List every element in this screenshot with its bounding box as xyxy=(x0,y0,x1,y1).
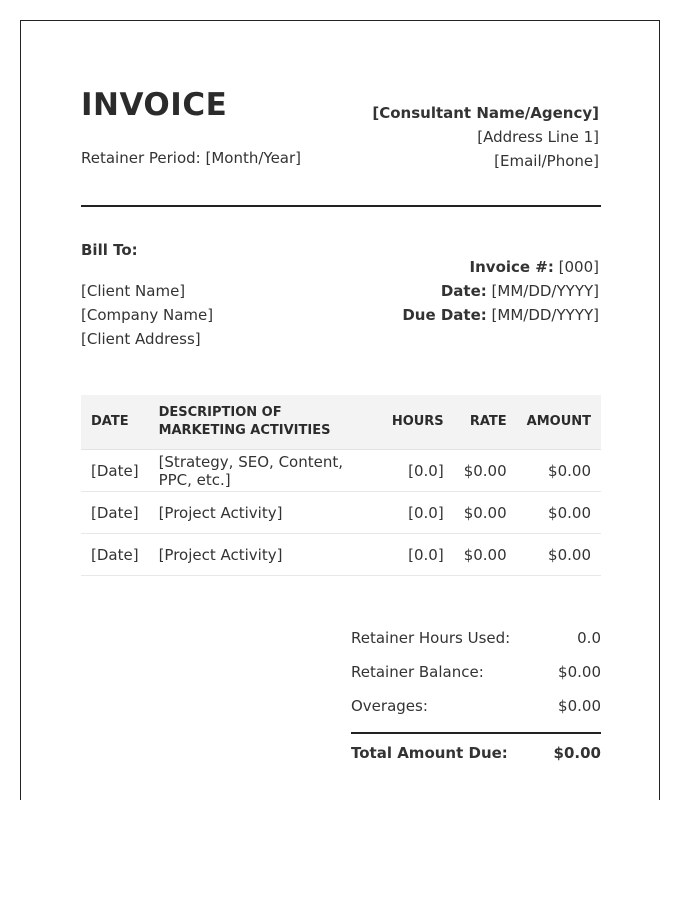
invoice-date-value: [MM/DD/YYYY] xyxy=(491,282,599,300)
client-name: [Client Name] xyxy=(81,282,186,300)
hours-used-row xyxy=(351,621,601,655)
overages-row xyxy=(351,689,601,723)
row-rate: $0.00 xyxy=(454,492,517,534)
client-address: [Client Address] xyxy=(81,330,201,348)
overages-value: $0.00 xyxy=(558,697,601,715)
invoice-date-line xyxy=(402,279,599,303)
invoice-page xyxy=(20,20,660,800)
consultant-address: [Address Line 1] xyxy=(477,128,599,146)
row-amount: $0.00 xyxy=(517,450,601,492)
row-hours: [0.0] xyxy=(382,492,454,534)
row-amount: $0.00 xyxy=(517,492,601,534)
row-rate: $0.00 xyxy=(454,450,517,492)
header-amount: AMOUNT xyxy=(517,395,601,450)
table-row xyxy=(81,534,601,576)
row-rate: $0.00 xyxy=(454,534,517,576)
row-date: [Date] xyxy=(81,492,149,534)
hours-used-label: Retainer Hours Used: xyxy=(351,629,511,647)
header-hours: HOURS xyxy=(382,395,454,450)
row-description: [Project Activity] xyxy=(149,534,382,576)
due-date-value: [MM/DD/YYYY] xyxy=(491,306,599,324)
due-date-label: Due Date: xyxy=(402,306,487,324)
header-divider xyxy=(81,205,601,207)
header-rate: RATE xyxy=(454,395,517,450)
table-header-row xyxy=(81,395,601,450)
total-value: $0.00 xyxy=(553,744,601,762)
row-hours: [0.0] xyxy=(382,450,454,492)
line-items-table xyxy=(81,395,601,576)
row-description: [Strategy, SEO, Content, PPC, etc.] xyxy=(149,450,382,492)
table-row xyxy=(81,450,601,492)
consultant-name: [Consultant Name/Agency] xyxy=(372,104,599,122)
row-amount: $0.00 xyxy=(517,534,601,576)
row-date: [Date] xyxy=(81,450,149,492)
total-row xyxy=(351,732,601,766)
bill-to-label: Bill To: xyxy=(81,241,138,259)
total-label: Total Amount Due: xyxy=(351,744,508,762)
invoice-number-label: Invoice #: xyxy=(469,258,554,276)
invoice-meta xyxy=(402,255,599,327)
due-date-line xyxy=(402,303,599,327)
balance-label: Retainer Balance: xyxy=(351,663,484,681)
consultant-contact: [Email/Phone] xyxy=(494,152,599,170)
company-name: [Company Name] xyxy=(81,306,214,324)
balance-row xyxy=(351,655,601,689)
table-row xyxy=(81,492,601,534)
header-date: DATE xyxy=(81,395,149,450)
invoice-number-value: [000] xyxy=(558,258,599,276)
row-date: [Date] xyxy=(81,534,149,576)
row-description: [Project Activity] xyxy=(149,492,382,534)
invoice-title: INVOICE xyxy=(81,87,228,123)
invoice-number-line xyxy=(402,255,599,279)
invoice-date-label: Date: xyxy=(440,282,487,300)
balance-value: $0.00 xyxy=(558,663,601,681)
hours-used-value: 0.0 xyxy=(577,629,601,647)
client-block xyxy=(81,279,213,351)
consultant-block xyxy=(372,101,599,173)
row-hours: [0.0] xyxy=(382,534,454,576)
header-description: DESCRIPTION OF MARKETING ACTIVITIES xyxy=(149,395,382,450)
overages-label: Overages: xyxy=(351,697,428,715)
retainer-period: Retainer Period: [Month/Year] xyxy=(81,149,302,167)
totals-summary xyxy=(351,621,601,766)
